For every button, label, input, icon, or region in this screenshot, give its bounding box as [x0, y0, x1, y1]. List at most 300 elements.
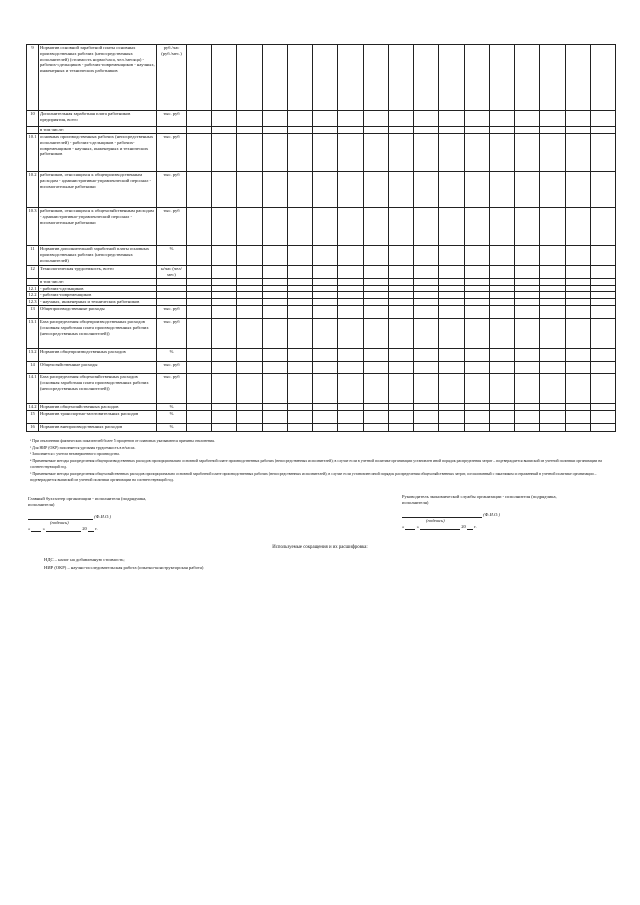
value-cell[interactable] — [540, 423, 565, 431]
value-cell[interactable] — [262, 266, 287, 279]
value-cell[interactable] — [212, 348, 237, 361]
value-cell[interactable] — [540, 361, 565, 373]
value-cell[interactable] — [414, 318, 439, 348]
value-cell[interactable] — [187, 127, 212, 134]
value-cell[interactable] — [338, 410, 363, 423]
value-cell[interactable] — [464, 318, 489, 348]
value-cell[interactable] — [212, 278, 237, 285]
value-cell[interactable] — [540, 266, 565, 279]
value-cell[interactable] — [464, 410, 489, 423]
value-cell[interactable] — [388, 348, 413, 361]
value-cell[interactable] — [212, 361, 237, 373]
value-cell[interactable] — [464, 111, 489, 127]
value-cell[interactable] — [515, 348, 540, 361]
value-cell[interactable] — [287, 111, 312, 127]
value-cell[interactable] — [565, 403, 590, 410]
value-cell[interactable] — [464, 403, 489, 410]
value-cell[interactable] — [338, 134, 363, 172]
value-cell[interactable] — [313, 172, 338, 208]
value-cell[interactable] — [439, 410, 464, 423]
value-cell[interactable] — [565, 111, 590, 127]
value-cell[interactable] — [363, 111, 388, 127]
value-cell[interactable] — [313, 403, 338, 410]
value-cell[interactable] — [565, 292, 590, 299]
value-cell[interactable] — [338, 348, 363, 361]
value-cell[interactable] — [489, 172, 514, 208]
value-cell[interactable] — [540, 208, 565, 246]
value-cell[interactable] — [540, 348, 565, 361]
value-cell[interactable] — [515, 111, 540, 127]
value-cell[interactable] — [363, 318, 388, 348]
value-cell[interactable] — [439, 403, 464, 410]
value-cell[interactable] — [540, 45, 565, 111]
value-cell[interactable] — [489, 292, 514, 299]
value-cell[interactable] — [237, 285, 262, 292]
value-cell[interactable] — [515, 373, 540, 403]
value-cell[interactable] — [590, 361, 615, 373]
value-cell[interactable] — [212, 410, 237, 423]
value-cell[interactable] — [388, 285, 413, 292]
value-cell[interactable] — [237, 305, 262, 318]
value-cell[interactable] — [363, 266, 388, 279]
value-cell[interactable] — [439, 373, 464, 403]
value-cell[interactable] — [439, 278, 464, 285]
value-cell[interactable] — [212, 285, 237, 292]
value-cell[interactable] — [515, 246, 540, 266]
value-cell[interactable] — [464, 208, 489, 246]
value-cell[interactable] — [590, 134, 615, 172]
value-cell[interactable] — [237, 299, 262, 306]
value-cell[interactable] — [464, 305, 489, 318]
value-cell[interactable] — [565, 373, 590, 403]
value-cell[interactable] — [262, 361, 287, 373]
value-cell[interactable] — [212, 299, 237, 306]
value-cell[interactable] — [287, 423, 312, 431]
value-cell[interactable] — [212, 373, 237, 403]
value-cell[interactable] — [313, 285, 338, 292]
value-cell[interactable] — [540, 127, 565, 134]
value-cell[interactable] — [388, 127, 413, 134]
value-cell[interactable] — [414, 134, 439, 172]
value-cell[interactable] — [414, 292, 439, 299]
value-cell[interactable] — [590, 373, 615, 403]
value-cell[interactable] — [262, 285, 287, 292]
value-cell[interactable] — [439, 285, 464, 292]
value-cell[interactable] — [489, 348, 514, 361]
value-cell[interactable] — [414, 172, 439, 208]
value-cell[interactable] — [489, 373, 514, 403]
value-cell[interactable] — [187, 299, 212, 306]
value-cell[interactable] — [287, 305, 312, 318]
value-cell[interactable] — [489, 111, 514, 127]
value-cell[interactable] — [338, 285, 363, 292]
value-cell[interactable] — [237, 318, 262, 348]
value-cell[interactable] — [565, 348, 590, 361]
value-cell[interactable] — [590, 423, 615, 431]
value-cell[interactable] — [237, 208, 262, 246]
value-cell[interactable] — [540, 285, 565, 292]
value-cell[interactable] — [363, 292, 388, 299]
value-cell[interactable] — [363, 410, 388, 423]
value-cell[interactable] — [287, 285, 312, 292]
value-cell[interactable] — [489, 285, 514, 292]
value-cell[interactable] — [540, 278, 565, 285]
value-cell[interactable] — [388, 299, 413, 306]
value-cell[interactable] — [262, 134, 287, 172]
value-cell[interactable] — [439, 111, 464, 127]
value-cell[interactable] — [565, 278, 590, 285]
value-cell[interactable] — [363, 305, 388, 318]
value-cell[interactable] — [313, 361, 338, 373]
value-cell[interactable] — [540, 403, 565, 410]
value-cell[interactable] — [262, 403, 287, 410]
value-cell[interactable] — [414, 266, 439, 279]
value-cell[interactable] — [187, 305, 212, 318]
value-cell[interactable] — [287, 373, 312, 403]
value-cell[interactable] — [439, 208, 464, 246]
value-cell[interactable] — [287, 410, 312, 423]
value-cell[interactable] — [414, 299, 439, 306]
value-cell[interactable] — [464, 373, 489, 403]
value-cell[interactable] — [237, 45, 262, 111]
value-cell[interactable] — [187, 361, 212, 373]
value-cell[interactable] — [262, 172, 287, 208]
value-cell[interactable] — [414, 361, 439, 373]
value-cell[interactable] — [212, 403, 237, 410]
value-cell[interactable] — [414, 111, 439, 127]
value-cell[interactable] — [338, 373, 363, 403]
value-cell[interactable] — [187, 318, 212, 348]
value-cell[interactable] — [590, 292, 615, 299]
value-cell[interactable] — [212, 172, 237, 208]
value-cell[interactable] — [590, 318, 615, 348]
value-cell[interactable] — [489, 403, 514, 410]
value-cell[interactable] — [590, 266, 615, 279]
value-cell[interactable] — [439, 292, 464, 299]
value-cell[interactable] — [565, 299, 590, 306]
value-cell[interactable] — [515, 134, 540, 172]
value-cell[interactable] — [464, 423, 489, 431]
value-cell[interactable] — [287, 266, 312, 279]
value-cell[interactable] — [212, 127, 237, 134]
value-cell[interactable] — [262, 292, 287, 299]
value-cell[interactable] — [313, 134, 338, 172]
value-cell[interactable] — [313, 127, 338, 134]
value-cell[interactable] — [489, 246, 514, 266]
value-cell[interactable] — [338, 361, 363, 373]
value-cell[interactable] — [388, 410, 413, 423]
value-cell[interactable] — [515, 266, 540, 279]
value-cell[interactable] — [464, 246, 489, 266]
value-cell[interactable] — [363, 285, 388, 292]
value-cell[interactable] — [388, 278, 413, 285]
value-cell[interactable] — [363, 172, 388, 208]
value-cell[interactable] — [489, 305, 514, 318]
value-cell[interactable] — [540, 111, 565, 127]
value-cell[interactable] — [439, 348, 464, 361]
value-cell[interactable] — [565, 318, 590, 348]
value-cell[interactable] — [363, 423, 388, 431]
value-cell[interactable] — [590, 111, 615, 127]
value-cell[interactable] — [464, 45, 489, 111]
value-cell[interactable] — [464, 134, 489, 172]
value-cell[interactable] — [515, 423, 540, 431]
value-cell[interactable] — [388, 318, 413, 348]
value-cell[interactable] — [212, 111, 237, 127]
value-cell[interactable] — [338, 208, 363, 246]
value-cell[interactable] — [388, 111, 413, 127]
value-cell[interactable] — [540, 172, 565, 208]
value-cell[interactable] — [515, 299, 540, 306]
value-cell[interactable] — [590, 127, 615, 134]
value-cell[interactable] — [590, 348, 615, 361]
value-cell[interactable] — [313, 410, 338, 423]
value-cell[interactable] — [237, 127, 262, 134]
value-cell[interactable] — [262, 111, 287, 127]
value-cell[interactable] — [414, 45, 439, 111]
value-cell[interactable] — [237, 361, 262, 373]
value-cell[interactable] — [464, 285, 489, 292]
value-cell[interactable] — [388, 172, 413, 208]
value-cell[interactable] — [338, 127, 363, 134]
value-cell[interactable] — [388, 373, 413, 403]
value-cell[interactable] — [287, 292, 312, 299]
value-cell[interactable] — [414, 246, 439, 266]
value-cell[interactable] — [187, 266, 212, 279]
value-cell[interactable] — [439, 134, 464, 172]
value-cell[interactable] — [237, 111, 262, 127]
value-cell[interactable] — [565, 410, 590, 423]
value-cell[interactable] — [212, 423, 237, 431]
value-cell[interactable] — [237, 278, 262, 285]
value-cell[interactable] — [187, 278, 212, 285]
value-cell[interactable] — [414, 373, 439, 403]
value-cell[interactable] — [388, 423, 413, 431]
value-cell[interactable] — [338, 423, 363, 431]
value-cell[interactable] — [515, 410, 540, 423]
value-cell[interactable] — [237, 410, 262, 423]
value-cell[interactable] — [187, 45, 212, 111]
value-cell[interactable] — [237, 172, 262, 208]
value-cell[interactable] — [237, 292, 262, 299]
value-cell[interactable] — [363, 134, 388, 172]
value-cell[interactable] — [237, 403, 262, 410]
value-cell[interactable] — [262, 305, 287, 318]
value-cell[interactable] — [489, 45, 514, 111]
value-cell[interactable] — [313, 348, 338, 361]
value-cell[interactable] — [464, 292, 489, 299]
value-cell[interactable] — [414, 305, 439, 318]
value-cell[interactable] — [590, 299, 615, 306]
value-cell[interactable] — [565, 285, 590, 292]
value-cell[interactable] — [338, 305, 363, 318]
value-cell[interactable] — [388, 403, 413, 410]
value-cell[interactable] — [313, 45, 338, 111]
value-cell[interactable] — [464, 361, 489, 373]
value-cell[interactable] — [187, 410, 212, 423]
value-cell[interactable] — [262, 208, 287, 246]
value-cell[interactable] — [212, 134, 237, 172]
value-cell[interactable] — [212, 292, 237, 299]
value-cell[interactable] — [338, 45, 363, 111]
value-cell[interactable] — [338, 403, 363, 410]
value-cell[interactable] — [262, 423, 287, 431]
value-cell[interactable] — [363, 208, 388, 246]
value-cell[interactable] — [363, 361, 388, 373]
value-cell[interactable] — [388, 45, 413, 111]
value-cell[interactable] — [540, 373, 565, 403]
value-cell[interactable] — [565, 266, 590, 279]
value-cell[interactable] — [464, 127, 489, 134]
value-cell[interactable] — [489, 318, 514, 348]
value-cell[interactable] — [287, 278, 312, 285]
value-cell[interactable] — [338, 292, 363, 299]
value-cell[interactable] — [262, 127, 287, 134]
value-cell[interactable] — [565, 361, 590, 373]
value-cell[interactable] — [388, 266, 413, 279]
value-cell[interactable] — [489, 208, 514, 246]
value-cell[interactable] — [590, 208, 615, 246]
value-cell[interactable] — [489, 423, 514, 431]
value-cell[interactable] — [439, 246, 464, 266]
value-cell[interactable] — [262, 278, 287, 285]
value-cell[interactable] — [439, 299, 464, 306]
value-cell[interactable] — [590, 285, 615, 292]
value-cell[interactable] — [287, 299, 312, 306]
value-cell[interactable] — [489, 278, 514, 285]
value-cell[interactable] — [313, 305, 338, 318]
value-cell[interactable] — [540, 134, 565, 172]
value-cell[interactable] — [338, 111, 363, 127]
value-cell[interactable] — [565, 172, 590, 208]
value-cell[interactable] — [590, 403, 615, 410]
value-cell[interactable] — [489, 410, 514, 423]
value-cell[interactable] — [262, 373, 287, 403]
value-cell[interactable] — [313, 246, 338, 266]
value-cell[interactable] — [363, 299, 388, 306]
value-cell[interactable] — [515, 45, 540, 111]
value-cell[interactable] — [187, 403, 212, 410]
value-cell[interactable] — [515, 361, 540, 373]
value-cell[interactable] — [540, 246, 565, 266]
value-cell[interactable] — [287, 318, 312, 348]
value-cell[interactable] — [338, 278, 363, 285]
value-cell[interactable] — [565, 208, 590, 246]
value-cell[interactable] — [414, 285, 439, 292]
value-cell[interactable] — [187, 111, 212, 127]
value-cell[interactable] — [388, 246, 413, 266]
value-cell[interactable] — [313, 318, 338, 348]
value-cell[interactable] — [489, 127, 514, 134]
value-cell[interactable] — [287, 403, 312, 410]
value-cell[interactable] — [388, 208, 413, 246]
value-cell[interactable] — [414, 208, 439, 246]
value-cell[interactable] — [187, 208, 212, 246]
value-cell[interactable] — [590, 246, 615, 266]
value-cell[interactable] — [363, 348, 388, 361]
value-cell[interactable] — [590, 45, 615, 111]
value-cell[interactable] — [237, 266, 262, 279]
value-cell[interactable] — [515, 403, 540, 410]
value-cell[interactable] — [287, 127, 312, 134]
value-cell[interactable] — [439, 127, 464, 134]
value-cell[interactable] — [565, 134, 590, 172]
value-cell[interactable] — [388, 134, 413, 172]
value-cell[interactable] — [237, 134, 262, 172]
value-cell[interactable] — [187, 423, 212, 431]
value-cell[interactable] — [363, 403, 388, 410]
value-cell[interactable] — [515, 208, 540, 246]
value-cell[interactable] — [590, 278, 615, 285]
value-cell[interactable] — [287, 134, 312, 172]
value-cell[interactable] — [237, 348, 262, 361]
value-cell[interactable] — [565, 45, 590, 111]
value-cell[interactable] — [363, 45, 388, 111]
value-cell[interactable] — [590, 172, 615, 208]
value-cell[interactable] — [363, 278, 388, 285]
value-cell[interactable] — [439, 172, 464, 208]
value-cell[interactable] — [565, 246, 590, 266]
value-cell[interactable] — [212, 305, 237, 318]
value-cell[interactable] — [187, 246, 212, 266]
value-cell[interactable] — [439, 266, 464, 279]
value-cell[interactable] — [338, 172, 363, 208]
value-cell[interactable] — [388, 361, 413, 373]
value-cell[interactable] — [414, 423, 439, 431]
value-cell[interactable] — [313, 373, 338, 403]
value-cell[interactable] — [187, 134, 212, 172]
value-cell[interactable] — [439, 423, 464, 431]
value-cell[interactable] — [262, 246, 287, 266]
value-cell[interactable] — [187, 292, 212, 299]
value-cell[interactable] — [565, 127, 590, 134]
value-cell[interactable] — [287, 246, 312, 266]
value-cell[interactable] — [515, 172, 540, 208]
value-cell[interactable] — [187, 285, 212, 292]
value-cell[interactable] — [489, 266, 514, 279]
value-cell[interactable] — [515, 305, 540, 318]
value-cell[interactable] — [515, 285, 540, 292]
value-cell[interactable] — [313, 292, 338, 299]
value-cell[interactable] — [187, 373, 212, 403]
value-cell[interactable] — [489, 134, 514, 172]
value-cell[interactable] — [540, 292, 565, 299]
value-cell[interactable] — [187, 172, 212, 208]
value-cell[interactable] — [313, 266, 338, 279]
value-cell[interactable] — [540, 305, 565, 318]
value-cell[interactable] — [287, 361, 312, 373]
value-cell[interactable] — [313, 423, 338, 431]
value-cell[interactable] — [212, 208, 237, 246]
value-cell[interactable] — [212, 266, 237, 279]
value-cell[interactable] — [414, 127, 439, 134]
value-cell[interactable] — [590, 410, 615, 423]
value-cell[interactable] — [464, 266, 489, 279]
value-cell[interactable] — [212, 246, 237, 266]
value-cell[interactable] — [439, 305, 464, 318]
value-cell[interactable] — [414, 403, 439, 410]
value-cell[interactable] — [363, 127, 388, 134]
value-cell[interactable] — [414, 410, 439, 423]
value-cell[interactable] — [187, 348, 212, 361]
value-cell[interactable] — [287, 348, 312, 361]
value-cell[interactable] — [338, 318, 363, 348]
value-cell[interactable] — [540, 410, 565, 423]
value-cell[interactable] — [489, 361, 514, 373]
value-cell[interactable] — [313, 299, 338, 306]
value-cell[interactable] — [464, 278, 489, 285]
value-cell[interactable] — [590, 305, 615, 318]
